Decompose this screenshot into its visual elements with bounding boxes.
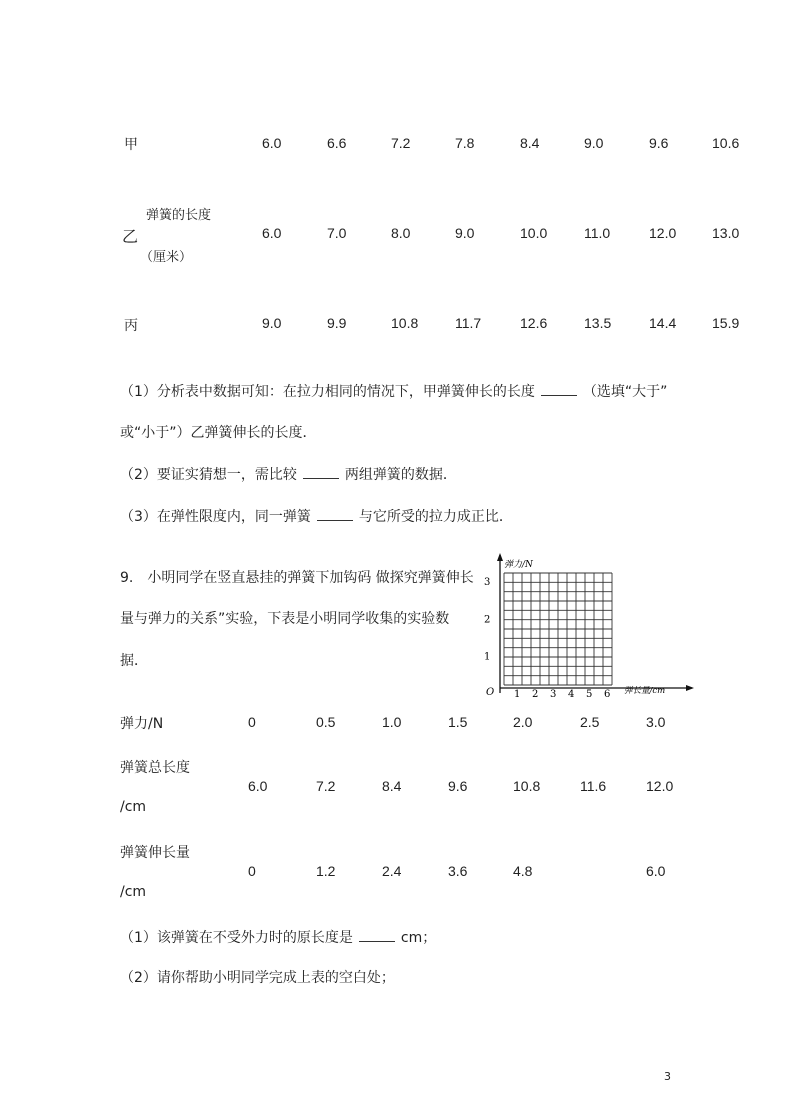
table-cell: 2.0 bbox=[513, 714, 533, 730]
table-cell: 1.2 bbox=[316, 863, 336, 879]
row-label-bing: 丙 bbox=[124, 318, 138, 334]
table-cell: 1.5 bbox=[448, 714, 468, 730]
table-cell: 13.0 bbox=[712, 225, 740, 241]
q9-row3-label: 弹簧伸长量 bbox=[120, 845, 190, 861]
y-axis-label: 弹力/N bbox=[504, 560, 533, 570]
q9-stem-line1: 9. 小明同学在竖直悬挂的弹簧下加钩码 做探究弹簧伸长 bbox=[120, 570, 474, 586]
q8-part1 bbox=[120, 381, 667, 401]
x-axis-label: 弹长量/cm bbox=[624, 686, 666, 696]
q9-part1-text-a: （1）该弹簧在不受外力时的原长度是 bbox=[120, 930, 353, 946]
q8-part3-text-b: 与它所受的拉力成正比． bbox=[358, 509, 513, 525]
q9-part1 bbox=[120, 927, 436, 947]
table-cell: 9.6 bbox=[649, 135, 669, 151]
q9-row2-unit: /cm bbox=[120, 799, 147, 815]
x-tick-label: 6 bbox=[604, 689, 611, 700]
table-cell: 10.6 bbox=[712, 135, 740, 151]
table-cell: 12.6 bbox=[520, 315, 548, 331]
q9-stem-line2: 量与弹力的关系”实验，下表是小明同学收集的实验数 bbox=[120, 611, 450, 627]
table-cell: 0.5 bbox=[316, 714, 336, 730]
y-axis-arrow bbox=[497, 553, 503, 561]
table-cell: 7.8 bbox=[455, 135, 475, 151]
answer-blank bbox=[541, 383, 577, 396]
table-cell: 1.0 bbox=[382, 714, 402, 730]
table-cell: 6.0 bbox=[646, 863, 666, 879]
table-cell: 3.6 bbox=[448, 863, 468, 879]
table-cell: 7.2 bbox=[316, 778, 336, 794]
table-cell: 4.8 bbox=[513, 863, 533, 879]
table-cell: 10.8 bbox=[513, 778, 541, 794]
q9-stem-line3: 据． bbox=[120, 653, 148, 669]
table-cell: 10.0 bbox=[520, 225, 548, 241]
table-cell: 3.0 bbox=[646, 714, 666, 730]
table-cell: 8.4 bbox=[382, 778, 402, 794]
q8-part2 bbox=[120, 464, 457, 484]
table-cell: 9.6 bbox=[448, 778, 468, 794]
table-cell: 6.6 bbox=[327, 135, 347, 151]
q8-part1-text-b: （选填“大于” bbox=[582, 384, 668, 400]
q9-row2-label: 弹簧总长度 bbox=[120, 760, 190, 776]
q8-part1-cont: 或“小于”）乙弹簧伸长的长度． bbox=[120, 425, 317, 441]
row-header-line1: 弹簧的长度 bbox=[146, 208, 212, 223]
answer-blank bbox=[359, 929, 395, 942]
answer-blank bbox=[317, 508, 353, 521]
table-cell: 6.0 bbox=[248, 778, 268, 794]
table-cell: 7.0 bbox=[327, 225, 347, 241]
answer-blank bbox=[303, 466, 339, 479]
x-axis-arrow bbox=[686, 685, 694, 691]
x-tick-label: 4 bbox=[568, 689, 575, 700]
q9-part2: （2）请你帮助小明同学完成上表的空白处； bbox=[120, 970, 395, 986]
q8-part2-text-b: 两组弹簧的数据． bbox=[344, 467, 457, 483]
table-cell: 9.0 bbox=[455, 225, 475, 241]
x-tick-label: 2 bbox=[532, 689, 539, 700]
page-number: 3 bbox=[664, 1070, 671, 1083]
q9-row1-label: 弹力/N bbox=[120, 716, 164, 732]
table-cell: 6.0 bbox=[262, 225, 282, 241]
table-cell: 12.0 bbox=[649, 225, 677, 241]
y-tick-label: 2 bbox=[484, 614, 491, 626]
table-cell: 11.6 bbox=[580, 778, 607, 794]
x-tick-label: 5 bbox=[586, 689, 593, 700]
row-label-jia: 甲 bbox=[124, 137, 138, 153]
table-cell: 11.0 bbox=[584, 225, 611, 241]
q8-part2-text-a: （2）要证实猜想一，需比较 bbox=[120, 467, 297, 483]
q9-part1-text-b: cm； bbox=[400, 930, 437, 946]
table-cell: 2.4 bbox=[382, 863, 402, 879]
table-cell: 7.2 bbox=[391, 135, 411, 151]
q8-part1-text-a: （1）分析表中数据可知：在拉力相同的情况下，甲弹簧伸长的长度 bbox=[120, 384, 535, 400]
table-cell: 9.9 bbox=[327, 315, 347, 331]
y-tick-label: 1 bbox=[484, 651, 491, 663]
q9-graph bbox=[480, 553, 695, 703]
table-cell: 0 bbox=[248, 863, 256, 879]
x-tick-label: 3 bbox=[550, 689, 557, 700]
table-cell: 6.0 bbox=[262, 135, 282, 151]
q8-part3 bbox=[120, 506, 513, 526]
table-cell: 11.7 bbox=[455, 315, 482, 331]
table-cell: 10.8 bbox=[391, 315, 419, 331]
table-cell: 8.0 bbox=[391, 225, 411, 241]
table-cell: 9.0 bbox=[584, 135, 604, 151]
table-cell: 15.9 bbox=[712, 315, 740, 331]
row-label-yi: 乙 bbox=[122, 227, 139, 246]
y-tick-label: 3 bbox=[484, 577, 491, 588]
table-cell: 2.5 bbox=[580, 714, 600, 730]
table-cell: 13.5 bbox=[584, 315, 612, 331]
q9-row3-unit: /cm bbox=[120, 884, 147, 900]
x-tick-label: 1 bbox=[514, 689, 521, 700]
row-header-line2: （厘米） bbox=[140, 250, 193, 265]
table-cell: 12.0 bbox=[646, 778, 674, 794]
origin-label: O bbox=[486, 687, 495, 698]
q8-part3-text-a: （3）在弹性限度内，同一弹簧 bbox=[120, 509, 311, 525]
table-cell: 8.4 bbox=[520, 135, 540, 151]
table-cell: 0 bbox=[248, 714, 256, 730]
table-cell: 14.4 bbox=[649, 315, 677, 331]
table-cell: 9.0 bbox=[262, 315, 282, 331]
